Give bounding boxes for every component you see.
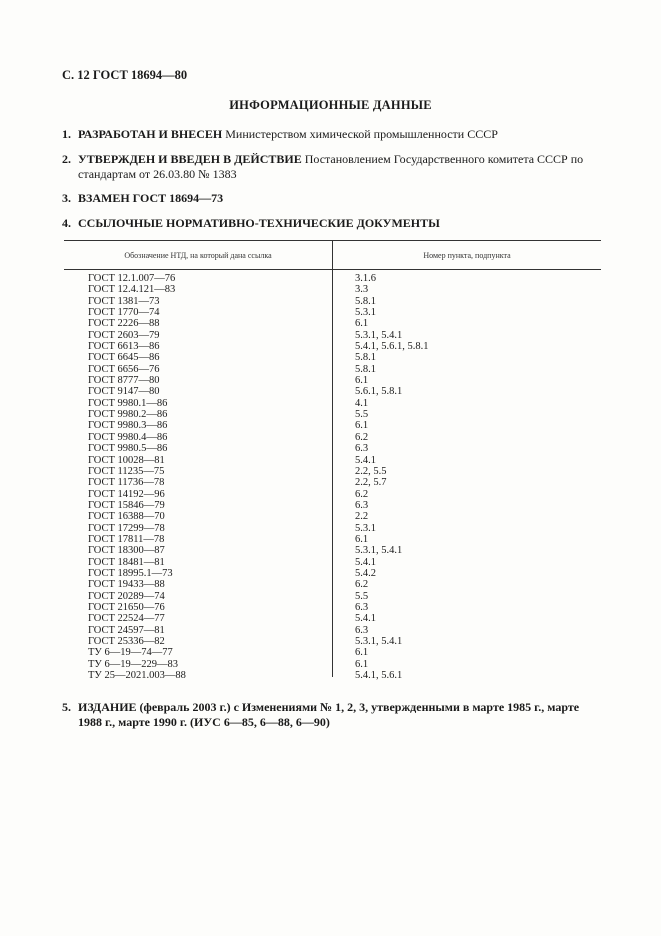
- table-row: [64, 625, 601, 636]
- document-designation: ГОСТ 18995.1—73: [88, 567, 173, 579]
- clause-number: 2.2: [355, 511, 369, 523]
- table-row: [64, 557, 601, 568]
- document-designation: ГОСТ 24597—81: [88, 624, 165, 636]
- section-2: [62, 152, 602, 182]
- clause-number: 6.1: [355, 420, 369, 432]
- clause-number: 5.4.1: [355, 556, 376, 568]
- clause-number: 5.4.1: [355, 454, 376, 466]
- section-lead: УТВЕРЖДЕН И ВВЕДЕН В ДЕЙСТВИЕ: [78, 152, 302, 166]
- document-designation: ГОСТ 8777—80: [88, 375, 160, 387]
- clause-number: 6.3: [355, 499, 369, 511]
- reference-table-body: [64, 273, 601, 681]
- document-designation: ГОСТ 2226—88: [88, 318, 160, 330]
- clause-number: 5.8.1: [355, 352, 376, 364]
- document-designation: ГОСТ 25336—82: [88, 636, 165, 647]
- section-4: [62, 216, 602, 231]
- document-designation: ГОСТ 22524—77: [88, 613, 165, 625]
- clause-number: 5.3.1, 5.4.1: [355, 636, 403, 647]
- table-row: [64, 500, 601, 511]
- table-row: [64, 398, 601, 409]
- page-title: ИНФОРМАЦИОННЫЕ ДАННЫЕ: [229, 98, 432, 112]
- clause-number: 5.5: [355, 409, 369, 421]
- column-header-document: Обозначение НТД, на который дана ссылка: [124, 251, 272, 260]
- table-row: [64, 409, 601, 420]
- document-designation: ГОСТ 20289—74: [88, 590, 165, 602]
- clause-number: 6.2: [355, 579, 369, 591]
- document-designation: ТУ 25—2021.003—88: [88, 670, 186, 682]
- document-designation: ГОСТ 19433—88: [88, 579, 165, 591]
- document-designation: ГОСТ 9980.1—86: [88, 397, 168, 409]
- document-designation: ГОСТ 11736—78: [88, 477, 165, 489]
- clause-number: 6.3: [355, 624, 369, 636]
- table-row: [64, 307, 601, 318]
- document-designation: ГОСТ 14192—96: [88, 488, 165, 500]
- document-designation: ГОСТ 12.4.121—83: [88, 284, 176, 296]
- section-1: [62, 127, 602, 142]
- page-header: С. 12 ГОСТ 18694—80: [62, 68, 188, 82]
- document-designation: ГОСТ 17811—78: [88, 533, 165, 545]
- section-number: 3.: [62, 191, 71, 205]
- section-3: [62, 191, 602, 206]
- table-row: [64, 284, 601, 295]
- document-designation: ГОСТ 1770—74: [88, 307, 160, 319]
- document-designation: ГОСТ 6656—76: [88, 363, 160, 375]
- section-lead: ВЗАМЕН ГОСТ 18694—73: [78, 191, 224, 205]
- table-row: [64, 579, 601, 590]
- table-row: [64, 466, 601, 477]
- section-text: Министерством химической промышленности СССР: [225, 127, 498, 141]
- table-row: [64, 602, 601, 613]
- document-designation: ГОСТ 6645—86: [88, 352, 160, 364]
- table-row: [64, 523, 601, 534]
- table-row: [64, 534, 601, 545]
- section-lead: РАЗРАБОТАН И ВНЕСЕН: [78, 127, 223, 141]
- document-designation: ГОСТ 9980.4—86: [88, 431, 168, 443]
- clause-number: 5.3.1, 5.4.1: [355, 545, 403, 557]
- document-designation: ГОСТ 17299—78: [88, 522, 165, 534]
- clause-number: 5.3.1: [355, 307, 376, 319]
- document-designation: ГОСТ 21650—76: [88, 601, 165, 613]
- clause-number: 6.2: [355, 488, 369, 500]
- clause-number: 6.2: [355, 431, 369, 443]
- table-row: [64, 568, 601, 579]
- section-number: 5.: [62, 700, 71, 714]
- document-designation: ГОСТ 18481—81: [88, 556, 165, 568]
- table-row: [64, 613, 601, 624]
- section-text: Постановлением Государственного комитета СССР по: [304, 152, 584, 166]
- table-row: [64, 386, 601, 397]
- clause-number: 5.4.1, 5.6.1, 5.8.1: [355, 341, 429, 353]
- section-number: 1.: [62, 127, 71, 141]
- document-designation: ГОСТ 1381—73: [88, 295, 160, 307]
- document-designation: ТУ 6—19—74—77: [88, 647, 173, 659]
- section-text-continued: 1988 г., марте 1990 г. (ИУС 6—85, 6—88, 6—90): [78, 715, 330, 729]
- document-designation: ГОСТ 18300—87: [88, 545, 165, 557]
- document-designation: ГОСТ 11235—75: [88, 465, 165, 477]
- clause-number: 6.3: [355, 601, 369, 613]
- document-designation: ГОСТ 16388—70: [88, 511, 165, 523]
- table-row: [64, 670, 601, 681]
- document-designation: ГОСТ 9147—80: [88, 386, 160, 398]
- table-row: [64, 647, 601, 658]
- table-row: [64, 659, 601, 670]
- document-designation: ТУ 6—19—229—83: [88, 658, 178, 670]
- section-lead: ИЗДАНИЕ (февраль 2003 г.) с Изменениями № 1, 2, 3, утвержденными в марте 1985 г., марте: [78, 700, 580, 714]
- clause-number: 5.4.1, 5.6.1: [355, 670, 403, 682]
- clause-number: 3.3: [355, 284, 369, 296]
- column-header-clause: Номер пункта, подпункта: [423, 251, 511, 260]
- table-row: [64, 352, 601, 363]
- section-number: 4.: [62, 216, 71, 230]
- clause-number: 6.1: [355, 658, 369, 670]
- clause-number: 5.8.1: [355, 363, 376, 375]
- clause-number: 5.4.2: [355, 567, 376, 579]
- table-row: [64, 636, 601, 647]
- table-row: [64, 477, 601, 488]
- clause-number: 5.3.1, 5.4.1: [355, 329, 403, 341]
- table-row: [64, 443, 601, 454]
- table-row: [64, 296, 601, 307]
- clause-number: 2.2, 5.7: [355, 477, 387, 489]
- section-lead: ССЫЛОЧНЫЕ НОРМАТИВНО-ТЕХНИЧЕСКИЕ ДОКУМЕНТЫ: [78, 216, 440, 230]
- document-designation: ГОСТ 2603—79: [88, 329, 160, 341]
- clause-number: 6.3: [355, 443, 369, 455]
- table-row: [64, 364, 601, 375]
- document-designation: ГОСТ 15846—79: [88, 499, 165, 511]
- clause-number: 6.1: [355, 533, 369, 545]
- table-row: [64, 511, 601, 522]
- table-row: [64, 591, 601, 602]
- section-text-continued: стандартам от 26.03.80 № 1383: [78, 167, 237, 181]
- clause-number: 5.5: [355, 590, 369, 602]
- document-designation: ГОСТ 10028—81: [88, 454, 165, 466]
- table-row: [64, 489, 601, 500]
- document-designation: ГОСТ 9980.5—86: [88, 443, 168, 455]
- table-row: [64, 341, 601, 352]
- table-row: [64, 318, 601, 329]
- clause-number: 5.8.1: [355, 295, 376, 307]
- table-row: [64, 273, 601, 284]
- clause-number: 5.3.1: [355, 522, 376, 534]
- clause-number: 3.1.6: [355, 273, 376, 284]
- table-row: [64, 455, 601, 466]
- table-row: [64, 375, 601, 386]
- clause-number: 6.1: [355, 318, 369, 330]
- clause-number: 6.1: [355, 375, 369, 387]
- table-row: [64, 330, 601, 341]
- section-5: [62, 700, 602, 730]
- document-designation: ГОСТ 12.1.007—76: [88, 273, 176, 284]
- document-designation: ГОСТ 6613—86: [88, 341, 160, 353]
- clause-number: 5.6.1, 5.8.1: [355, 386, 403, 398]
- document-designation: ГОСТ 9980.3—86: [88, 420, 168, 432]
- clause-number: 5.4.1: [355, 613, 376, 625]
- document-designation: ГОСТ 9980.2—86: [88, 409, 168, 421]
- clause-number: 2.2, 5.5: [355, 465, 387, 477]
- clause-number: 4.1: [355, 397, 369, 409]
- section-number: 2.: [62, 152, 71, 166]
- table-row: [64, 420, 601, 431]
- table-row: [64, 545, 601, 556]
- table-row: [64, 432, 601, 443]
- clause-number: 6.1: [355, 647, 369, 659]
